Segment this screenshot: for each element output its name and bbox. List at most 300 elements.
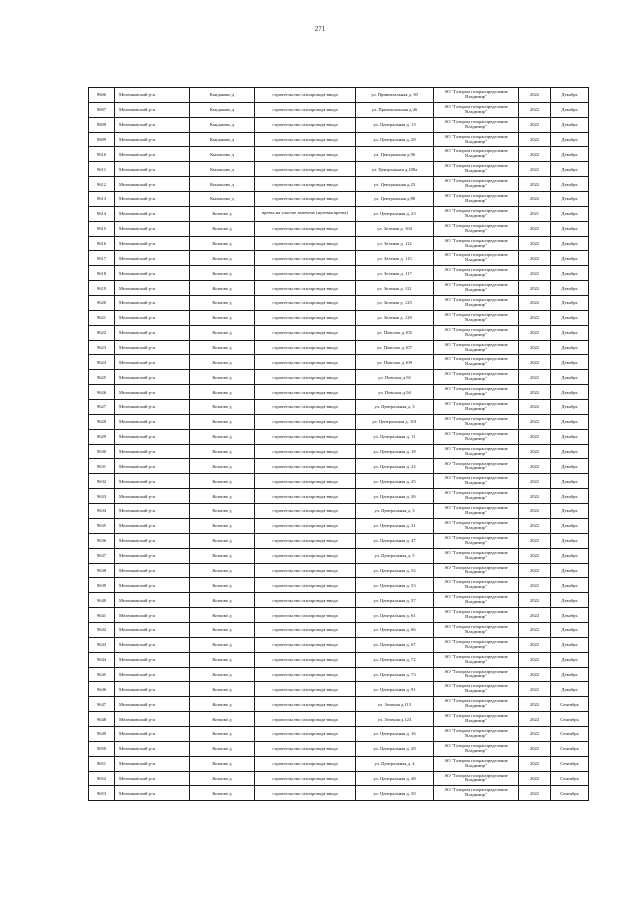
work-type-cell: строительство газопровода-ввода xyxy=(255,489,356,504)
table-row xyxy=(89,296,589,311)
settlement-cell: Котково д xyxy=(190,786,255,801)
month-cell: Декабрь xyxy=(551,117,589,132)
organization-cell: АО "Газпром газораспределение Владимир" xyxy=(434,459,519,474)
table-row xyxy=(89,251,589,266)
row-number-cell: 9652 xyxy=(89,771,115,786)
work-type-cell: строительство газопровода-ввода xyxy=(255,697,356,712)
table-row xyxy=(89,682,589,697)
organization-cell: АО "Газпром газораспределение Владимир" xyxy=(434,147,519,162)
settlement-cell: Котково д xyxy=(190,682,255,697)
settlement-cell: Котково д xyxy=(190,652,255,667)
work-type-cell: строительство газопровода-ввода xyxy=(255,266,356,281)
month-cell: Декабрь xyxy=(551,325,589,340)
year-cell: 2022 xyxy=(519,296,551,311)
row-number-cell: 9650 xyxy=(89,741,115,756)
address-cell: ул. Центральная д. 47 xyxy=(356,533,434,548)
region-cell: Меленковский р-н xyxy=(115,221,190,236)
address-cell: ул. Зеленая д. 125 xyxy=(356,296,434,311)
row-number-cell: 9647 xyxy=(89,697,115,712)
year-cell: 2022 xyxy=(519,88,551,103)
organization-cell: АО "Газпром газораспределение Владимир" xyxy=(434,697,519,712)
table-row xyxy=(89,697,589,712)
month-cell: Декабрь xyxy=(551,162,589,177)
year-cell: 2022 xyxy=(519,414,551,429)
address-cell: ул. Центральная д. 16 xyxy=(356,726,434,741)
region-cell: Меленковский р-н xyxy=(115,414,190,429)
year-cell: 2022 xyxy=(519,504,551,519)
organization-cell: АО "Газпром газораспределение Владимир" xyxy=(434,206,519,221)
row-number-cell: 9626 xyxy=(89,385,115,400)
settlement-cell: Котково д xyxy=(190,608,255,623)
month-cell: Декабрь xyxy=(551,637,589,652)
organization-cell: АО "Газпром газораспределение Владимир" xyxy=(434,771,519,786)
row-number-cell: 9628 xyxy=(89,414,115,429)
region-cell: Меленковский р-н xyxy=(115,444,190,459)
work-type-cell: строительство газопровода-ввода xyxy=(255,474,356,489)
settlement-cell: Котково д xyxy=(190,370,255,385)
table-row xyxy=(89,712,589,727)
work-type-cell: строительство газопровода-ввода xyxy=(255,622,356,637)
organization-cell: АО "Газпром газораспределение Владимир" xyxy=(434,385,519,400)
table-row xyxy=(89,622,589,637)
table-row xyxy=(89,756,589,771)
region-cell: Меленковский р-н xyxy=(115,741,190,756)
row-number-cell: 9608 xyxy=(89,117,115,132)
address-cell: ул. Центральная д. 57 xyxy=(356,593,434,608)
address-cell: ул. Центральная д. 31 xyxy=(356,518,434,533)
year-cell: 2022 xyxy=(519,310,551,325)
row-number-cell: 9615 xyxy=(89,221,115,236)
region-cell: Меленковский р-н xyxy=(115,771,190,786)
row-number-cell: 9616 xyxy=(89,236,115,251)
address-cell: ул. Центральная д. 66 xyxy=(356,622,434,637)
year-cell: 2022 xyxy=(519,726,551,741)
year-cell: 2022 xyxy=(519,340,551,355)
work-type-cell: строительство газопровода-ввода xyxy=(255,726,356,741)
table-row xyxy=(89,310,589,325)
address-cell: ул. Зеленая д.113 xyxy=(356,697,434,712)
year-cell: 2022 xyxy=(519,682,551,697)
work-type-cell: строительство газопровода-ввода xyxy=(255,162,356,177)
work-type-cell: строительство газопровода-ввода xyxy=(255,563,356,578)
settlement-cell: Котково д xyxy=(190,236,255,251)
table-row xyxy=(89,489,589,504)
year-cell: 2022 xyxy=(519,533,551,548)
row-number-cell: 9646 xyxy=(89,682,115,697)
row-number-cell: 9649 xyxy=(89,726,115,741)
work-type-cell: строительство газопровода-ввода xyxy=(255,637,356,652)
organization-cell: АО "Газпром газораспределение Владимир" xyxy=(434,474,519,489)
settlement-cell: Котково д xyxy=(190,444,255,459)
row-number-cell: 9636 xyxy=(89,533,115,548)
organization-cell: АО "Газпром газораспределение Владимир" xyxy=(434,177,519,192)
row-number-cell: 9627 xyxy=(89,400,115,415)
address-cell: ул. Центральная д. 67 xyxy=(356,637,434,652)
settlement-cell: Котково д xyxy=(190,548,255,563)
table-row xyxy=(89,637,589,652)
address-cell: ул. Центральная д. 50 xyxy=(356,786,434,801)
address-cell: ул. Зеленая д. 121 xyxy=(356,281,434,296)
work-type-cell: строительство газопровода-ввода xyxy=(255,518,356,533)
region-cell: Меленковский р-н xyxy=(115,756,190,771)
month-cell: Сентябрь xyxy=(551,741,589,756)
settlement-cell: Котково д xyxy=(190,325,255,340)
work-type-cell: строительство газопровода-ввода xyxy=(255,608,356,623)
table-row xyxy=(89,608,589,623)
settlement-cell: Кондаково д xyxy=(190,117,255,132)
month-cell: Декабрь xyxy=(551,578,589,593)
table-row xyxy=(89,325,589,340)
organization-cell: АО "Газпром газораспределение Владимир" xyxy=(434,667,519,682)
address-cell: ул. Зеленая д. 112 xyxy=(356,236,434,251)
address-cell: ул. Центральная д. 28 xyxy=(356,132,434,147)
region-cell: Меленковский р-н xyxy=(115,593,190,608)
row-number-cell: 9612 xyxy=(89,177,115,192)
organization-cell: АО "Газпром газораспределение Владимир" xyxy=(434,682,519,697)
address-cell: ул. Привокзальная д. 50 xyxy=(356,88,434,103)
region-cell: Меленковский р-н xyxy=(115,355,190,370)
year-cell: 2022 xyxy=(519,518,551,533)
address-cell: ул. Центральная д.108а xyxy=(356,162,434,177)
settlement-cell: Коношово д xyxy=(190,177,255,192)
month-cell: Сентябрь xyxy=(551,771,589,786)
region-cell: Меленковский р-н xyxy=(115,266,190,281)
settlement-cell: Кондаково д xyxy=(190,102,255,117)
settlement-cell: Котково д xyxy=(190,310,255,325)
row-number-cell: 9617 xyxy=(89,251,115,266)
settlement-cell: Котково д xyxy=(190,518,255,533)
month-cell: Декабрь xyxy=(551,563,589,578)
month-cell: Декабрь xyxy=(551,459,589,474)
row-number-cell: 9629 xyxy=(89,429,115,444)
settlement-cell: Котково д xyxy=(190,385,255,400)
region-cell: Меленковский р-н xyxy=(115,578,190,593)
work-type-cell: строительство газопровода-ввода xyxy=(255,355,356,370)
table-row xyxy=(89,236,589,251)
address-cell: ул. Центральная д. 28 xyxy=(356,741,434,756)
table-row xyxy=(89,281,589,296)
table-row xyxy=(89,132,589,147)
region-cell: Меленковский р-н xyxy=(115,192,190,207)
month-cell: Декабрь xyxy=(551,296,589,311)
settlement-cell: Котково д xyxy=(190,637,255,652)
work-type-cell: строительство газопровода-ввода xyxy=(255,385,356,400)
year-cell: 2022 xyxy=(519,637,551,652)
organization-cell: АО "Газпром газораспределение Владимир" xyxy=(434,102,519,117)
work-type-cell: строительство газопровода-ввода xyxy=(255,296,356,311)
settlement-cell: Котково д xyxy=(190,266,255,281)
region-cell: Меленковский р-н xyxy=(115,147,190,162)
organization-cell: АО "Газпром газораспределение Владимир" xyxy=(434,533,519,548)
table-row xyxy=(89,504,589,519)
region-cell: Меленковский р-н xyxy=(115,206,190,221)
month-cell: Декабрь xyxy=(551,147,589,162)
row-number-cell: 9624 xyxy=(89,355,115,370)
table-row xyxy=(89,147,589,162)
year-cell: 2022 xyxy=(519,786,551,801)
address-cell: ул. Центральная д. 91 xyxy=(356,682,434,697)
table-row xyxy=(89,400,589,415)
work-type-cell: строительство газопровода-ввода xyxy=(255,251,356,266)
year-cell: 2022 xyxy=(519,697,551,712)
month-cell: Сентябрь xyxy=(551,786,589,801)
row-number-cell: 9634 xyxy=(89,504,115,519)
row-number-cell: 9620 xyxy=(89,296,115,311)
row-number-cell: 9606 xyxy=(89,88,115,103)
region-cell: Меленковский р-н xyxy=(115,637,190,652)
address-cell: ул. Центральная д.96 xyxy=(356,147,434,162)
organization-cell: АО "Газпром газораспределение Владимир" xyxy=(434,518,519,533)
region-cell: Меленковский р-н xyxy=(115,132,190,147)
table-row xyxy=(89,474,589,489)
region-cell: Меленковский р-н xyxy=(115,296,190,311)
work-type-cell: строительство газопровода-ввода xyxy=(255,504,356,519)
region-cell: Меленковский р-н xyxy=(115,622,190,637)
year-cell: 2022 xyxy=(519,667,551,682)
work-type-cell: строительство газопровода-ввода xyxy=(255,741,356,756)
address-cell: ул. Поволок д.105 xyxy=(356,325,434,340)
organization-cell: АО "Газпром газораспределение Владимир" xyxy=(434,310,519,325)
row-number-cell: 9622 xyxy=(89,325,115,340)
month-cell: Декабрь xyxy=(551,682,589,697)
settlement-cell: Кондаково д xyxy=(190,132,255,147)
month-cell: Декабрь xyxy=(551,429,589,444)
row-number-cell: 9644 xyxy=(89,652,115,667)
region-cell: Меленковский р-н xyxy=(115,533,190,548)
work-type-cell: строительство газопровода-ввода xyxy=(255,667,356,682)
table-body xyxy=(89,88,589,801)
month-cell: Декабрь xyxy=(551,400,589,415)
organization-cell: АО "Газпром газораспределение Владимир" xyxy=(434,786,519,801)
year-cell: 2022 xyxy=(519,266,551,281)
table-row xyxy=(89,192,589,207)
work-type-cell: строительство газопровода-ввода xyxy=(255,192,356,207)
row-number-cell: 9610 xyxy=(89,147,115,162)
region-cell: Меленковский р-н xyxy=(115,102,190,117)
row-number-cell: 9630 xyxy=(89,444,115,459)
organization-cell: АО "Газпром газораспределение Владимир" xyxy=(434,296,519,311)
month-cell: Декабрь xyxy=(551,414,589,429)
work-type-cell: строительство газопровода-ввода xyxy=(255,444,356,459)
row-number-cell: 9623 xyxy=(89,340,115,355)
table-row xyxy=(89,652,589,667)
work-type-cell: строительство газопровода-ввода xyxy=(255,370,356,385)
year-cell: 2022 xyxy=(519,117,551,132)
month-cell: Декабрь xyxy=(551,281,589,296)
region-cell: Меленковский р-н xyxy=(115,518,190,533)
year-cell: 2022 xyxy=(519,459,551,474)
year-cell: 2022 xyxy=(519,652,551,667)
address-cell: ул. Поволок д.92 xyxy=(356,370,434,385)
region-cell: Меленковский р-н xyxy=(115,548,190,563)
settlement-cell: Котково д xyxy=(190,756,255,771)
table-row xyxy=(89,206,589,221)
address-cell: ул. Центральная д. 25 xyxy=(356,474,434,489)
table-row xyxy=(89,370,589,385)
month-cell: Декабрь xyxy=(551,667,589,682)
organization-cell: АО "Газпром газораспределение Владимир" xyxy=(434,637,519,652)
month-cell: Декабрь xyxy=(551,192,589,207)
settlement-cell: Котково д xyxy=(190,533,255,548)
month-cell: Сентябрь xyxy=(551,726,589,741)
year-cell: 2022 xyxy=(519,489,551,504)
settlement-cell: Котково д xyxy=(190,563,255,578)
organization-cell: АО "Газпром газораспределение Владимир" xyxy=(434,117,519,132)
table-row xyxy=(89,117,589,132)
records-table xyxy=(88,87,589,801)
year-cell: 2022 xyxy=(519,756,551,771)
row-number-cell: 9645 xyxy=(89,667,115,682)
organization-cell: АО "Газпром газораспределение Владимир" xyxy=(434,221,519,236)
work-type-cell: строительство газопровода-ввода xyxy=(255,786,356,801)
table-row xyxy=(89,102,589,117)
table-row xyxy=(89,221,589,236)
organization-cell: АО "Газпром газораспределение Владимир" xyxy=(434,622,519,637)
address-cell: ул. Центральная д. 26 xyxy=(356,489,434,504)
work-type-cell: строительство газопровода-ввода xyxy=(255,310,356,325)
region-cell: Меленковский р-н xyxy=(115,697,190,712)
work-type-cell: строительство газопровода-ввода xyxy=(255,459,356,474)
address-cell: ул. Центральная д. 13 xyxy=(356,117,434,132)
year-cell: 2022 xyxy=(519,251,551,266)
address-cell: ул. Центральная д. 61 xyxy=(356,608,434,623)
region-cell: Меленковский р-н xyxy=(115,385,190,400)
address-cell: ул. Центральная д. 48 xyxy=(356,771,434,786)
row-number-cell: 9611 xyxy=(89,162,115,177)
row-number-cell: 9637 xyxy=(89,548,115,563)
region-cell: Меленковский р-н xyxy=(115,162,190,177)
row-number-cell: 9638 xyxy=(89,563,115,578)
table-row xyxy=(89,162,589,177)
row-number-cell: 9618 xyxy=(89,266,115,281)
year-cell: 2022 xyxy=(519,563,551,578)
settlement-cell: Котково д xyxy=(190,459,255,474)
work-type-cell: строительство газопровода-ввода xyxy=(255,147,356,162)
year-cell: 2022 xyxy=(519,221,551,236)
year-cell: 2022 xyxy=(519,429,551,444)
year-cell: 2022 xyxy=(519,132,551,147)
month-cell: Декабрь xyxy=(551,355,589,370)
month-cell: Декабрь xyxy=(551,88,589,103)
row-number-cell: 9635 xyxy=(89,518,115,533)
row-number-cell: 9607 xyxy=(89,102,115,117)
month-cell: Декабрь xyxy=(551,177,589,192)
organization-cell: АО "Газпром газораспределение Владимир" xyxy=(434,325,519,340)
table-row xyxy=(89,177,589,192)
month-cell: Сентябрь xyxy=(551,697,589,712)
work-type-cell: строительство газопровода-ввода xyxy=(255,533,356,548)
settlement-cell: Котково д xyxy=(190,355,255,370)
organization-cell: АО "Газпром газораспределение Владимир" xyxy=(434,548,519,563)
year-cell: 2022 xyxy=(519,192,551,207)
address-cell: ул. Центральная д. 3 xyxy=(356,400,434,415)
settlement-cell: Котково д xyxy=(190,578,255,593)
table-row xyxy=(89,667,589,682)
organization-cell: АО "Газпром газораспределение Владимир" xyxy=(434,414,519,429)
year-cell: 2022 xyxy=(519,385,551,400)
row-number-cell: 9614 xyxy=(89,206,115,221)
organization-cell: АО "Газпром газораспределение Владимир" xyxy=(434,756,519,771)
address-cell: ул. Центральная д. 18 xyxy=(356,444,434,459)
month-cell: Декабрь xyxy=(551,251,589,266)
month-cell: Декабрь xyxy=(551,206,589,221)
row-number-cell: 9639 xyxy=(89,578,115,593)
settlement-cell: Котково д xyxy=(190,504,255,519)
region-cell: Меленковский р-н xyxy=(115,474,190,489)
organization-cell: АО "Газпром газораспределение Владимир" xyxy=(434,608,519,623)
address-cell: ул. Зеленая д. 129 xyxy=(356,310,434,325)
year-cell: 2022 xyxy=(519,444,551,459)
year-cell: 2022 xyxy=(519,771,551,786)
region-cell: Меленковский р-н xyxy=(115,236,190,251)
settlement-cell: Котково д xyxy=(190,697,255,712)
month-cell: Декабрь xyxy=(551,221,589,236)
settlement-cell: Котково д xyxy=(190,400,255,415)
month-cell: Декабрь xyxy=(551,340,589,355)
region-cell: Меленковский р-н xyxy=(115,563,190,578)
organization-cell: АО "Газпром газораспределение Владимир" xyxy=(434,162,519,177)
settlement-cell: Котково д xyxy=(190,622,255,637)
work-type-cell: строительство газопровода-ввода xyxy=(255,340,356,355)
year-cell: 2022 xyxy=(519,741,551,756)
organization-cell: АО "Газпром газораспределение Владимир" xyxy=(434,88,519,103)
settlement-cell: Котково д xyxy=(190,593,255,608)
settlement-cell: Котково д xyxy=(190,771,255,786)
month-cell: Декабрь xyxy=(551,132,589,147)
organization-cell: АО "Газпром газораспределение Владимир" xyxy=(434,429,519,444)
region-cell: Меленковский р-н xyxy=(115,117,190,132)
year-cell: 2022 xyxy=(519,177,551,192)
region-cell: Меленковский р-н xyxy=(115,667,190,682)
address-cell: ул. Центральная д. 5 xyxy=(356,548,434,563)
settlement-cell: Котково д xyxy=(190,206,255,221)
settlement-cell: Котково д xyxy=(190,474,255,489)
month-cell: Декабрь xyxy=(551,652,589,667)
settlement-cell: Коношово д xyxy=(190,162,255,177)
year-cell: 2022 xyxy=(519,578,551,593)
table-row xyxy=(89,771,589,786)
address-cell: ул. Центральная д. 3 xyxy=(356,504,434,519)
address-cell: ул. Центральная д. 73 xyxy=(356,667,434,682)
month-cell: Декабрь xyxy=(551,489,589,504)
region-cell: Меленковский р-н xyxy=(115,712,190,727)
settlement-cell: Кондаково д xyxy=(190,88,255,103)
organization-cell: АО "Газпром газораспределение Владимир" xyxy=(434,192,519,207)
region-cell: Меленковский р-н xyxy=(115,608,190,623)
region-cell: Меленковский р-н xyxy=(115,504,190,519)
row-number-cell: 9651 xyxy=(89,756,115,771)
work-type-cell: строительство газопровода-ввода xyxy=(255,281,356,296)
table-row xyxy=(89,726,589,741)
work-type-cell: строительство газопровода-ввода xyxy=(255,236,356,251)
region-cell: Меленковский р-н xyxy=(115,340,190,355)
month-cell: Декабрь xyxy=(551,504,589,519)
region-cell: Меленковский р-н xyxy=(115,786,190,801)
region-cell: Меленковский р-н xyxy=(115,370,190,385)
row-number-cell: 9643 xyxy=(89,637,115,652)
organization-cell: АО "Газпром газораспределение Владимир" xyxy=(434,370,519,385)
settlement-cell: Коношово д xyxy=(190,192,255,207)
table-row xyxy=(89,563,589,578)
settlement-cell: Котково д xyxy=(190,414,255,429)
month-cell: Декабрь xyxy=(551,622,589,637)
work-type-cell: строительство газопровода-ввода xyxy=(255,117,356,132)
month-cell: Декабрь xyxy=(551,474,589,489)
row-number-cell: 9648 xyxy=(89,712,115,727)
row-number-cell: 9653 xyxy=(89,786,115,801)
table-row xyxy=(89,548,589,563)
page-number: 271 xyxy=(314,25,326,33)
